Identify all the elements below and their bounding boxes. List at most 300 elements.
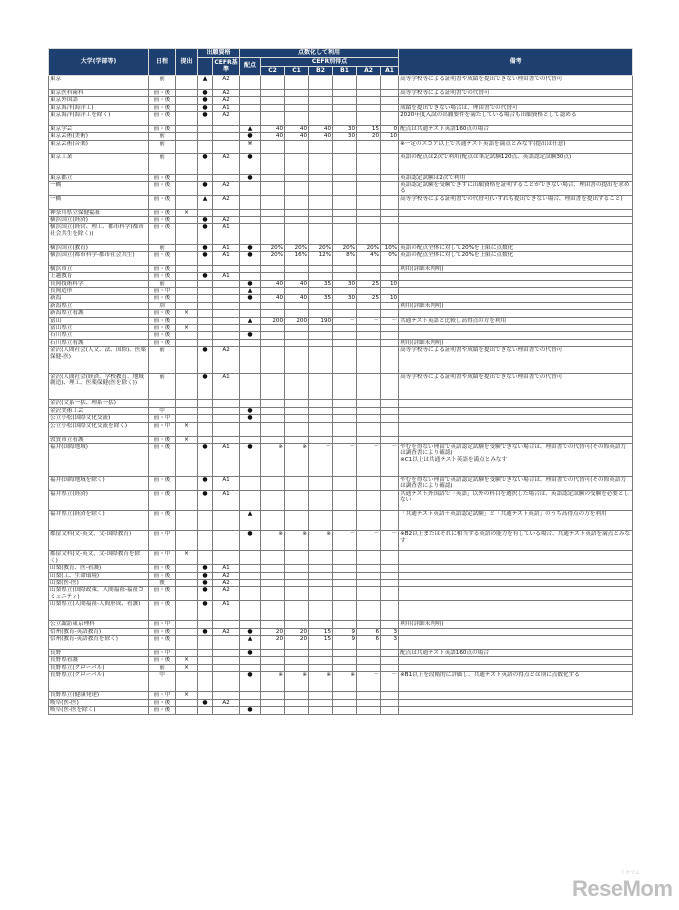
stage-cell: 前 — [149, 347, 176, 374]
score-a1-cell — [381, 76, 399, 90]
points-mark-cell — [240, 195, 261, 209]
eligibility-mark-cell: ▲ — [198, 76, 213, 90]
score-c1-cell: ※ — [285, 443, 309, 476]
notes-cell — [399, 295, 633, 302]
score-b2-cell: 15 — [309, 628, 333, 635]
score-b1-cell — [333, 182, 357, 196]
score-b1-cell — [333, 565, 357, 572]
score-c2-cell: ※ — [261, 672, 285, 692]
university-cell: 新潟 — [49, 295, 149, 302]
university-cell: 東京外国語 — [49, 97, 149, 104]
submit-cell — [176, 154, 198, 174]
stage-cell: 前・中 — [149, 288, 176, 295]
score-c2-cell — [261, 302, 285, 309]
submit-cell — [176, 104, 198, 111]
cefr-standard-cell: A2 — [213, 112, 240, 126]
score-a1-cell — [381, 140, 399, 154]
notes-cell — [399, 310, 633, 317]
header-level-c2: C2 — [261, 67, 285, 76]
score-a2-cell — [357, 510, 381, 530]
eligibility-mark-cell: ● — [198, 217, 213, 224]
stage-cell: 前・後 — [149, 252, 176, 266]
score-a1-cell — [381, 154, 399, 174]
eligibility-mark-cell — [198, 407, 213, 414]
score-b2-cell — [309, 664, 333, 671]
score-c2-cell — [261, 339, 285, 346]
score-c1-cell — [285, 288, 309, 295]
university-cell: 福井(国際地域) — [49, 443, 149, 476]
score-a2-cell — [357, 273, 381, 280]
stage-cell: 前・後 — [149, 657, 176, 664]
score-b1-cell: 30 — [333, 280, 357, 287]
score-c1-cell — [285, 510, 309, 530]
eligibility-mark-cell — [198, 209, 213, 216]
score-a2-cell — [357, 217, 381, 224]
points-mark-cell: ● — [240, 244, 261, 251]
stage-cell: 前・後 — [149, 317, 176, 324]
score-c2-cell — [261, 217, 285, 224]
submit-cell — [176, 621, 198, 628]
score-a1-cell: 10 — [381, 295, 399, 302]
score-b1-cell — [333, 707, 357, 714]
eligibility-mark-cell — [198, 339, 213, 346]
score-a2-cell — [357, 664, 381, 671]
score-a1-cell — [381, 601, 399, 621]
submit-cell — [176, 76, 198, 90]
university-cell: 福井県立(経済を除く) — [49, 510, 149, 530]
score-c2-cell — [261, 97, 285, 104]
score-c1-cell: 16% — [285, 252, 309, 266]
score-a1-cell: 0 — [381, 125, 399, 132]
score-a1-cell — [381, 664, 399, 671]
score-b2-cell — [309, 699, 333, 706]
score-b1-cell: 30 — [333, 295, 357, 302]
notes-cell — [399, 692, 633, 699]
score-b1-cell — [333, 551, 357, 565]
table-row — [49, 325, 633, 332]
score-c1-cell: 20 — [285, 628, 309, 635]
score-c1-cell — [285, 339, 309, 346]
notes-cell: 英語の配点は2次で利用(配点は筆記試験120点、英語認定試験30点) — [399, 154, 633, 174]
notes-cell: 共通テスト外国語で「英語」以外の科目を選択した場合は、英語認定試験の受験を必要としない — [399, 490, 633, 510]
notes-cell: 英語の配点全体に対して20%を上限に点数化 — [399, 252, 633, 266]
eligibility-mark-cell: ● — [198, 273, 213, 280]
notes-cell: 利用(詳細未判明) — [399, 621, 633, 628]
stage-cell: 前 — [149, 280, 176, 287]
score-c2-cell: 40 — [261, 280, 285, 287]
eligibility-mark-cell — [198, 636, 213, 650]
submit-cell — [176, 195, 198, 209]
score-a2-cell: 4% — [357, 252, 381, 266]
score-b1-cell: 9 — [333, 628, 357, 635]
score-a2-cell — [357, 174, 381, 181]
points-mark-cell — [240, 347, 261, 374]
english-test-usage-table — [48, 48, 633, 715]
score-b2-cell — [309, 89, 333, 96]
submit-cell — [176, 280, 198, 287]
header-cefr-standard: CEFR基準 — [213, 58, 240, 76]
score-b1-cell — [333, 572, 357, 579]
notes-cell: 高等学校等による証明書や成績を提出できない理由書での代替可 — [399, 373, 633, 400]
eligibility-mark-cell — [198, 621, 213, 628]
table-row — [49, 195, 633, 209]
score-a1-cell — [381, 310, 399, 317]
table-row — [49, 572, 633, 579]
points-mark-cell: ● — [240, 295, 261, 302]
score-a2-cell — [357, 265, 381, 272]
points-mark-cell — [240, 76, 261, 90]
score-a2-cell — [357, 422, 381, 436]
table-row — [49, 244, 633, 251]
notes-cell: 2020年度入試の出願要件を満たしている場合も出願資格として認める — [399, 112, 633, 126]
score-b2-cell — [309, 415, 333, 422]
score-a1-cell — [381, 373, 399, 400]
score-c1-cell — [285, 422, 309, 436]
score-c2-cell — [261, 422, 285, 436]
university-cell: 金沢(人間社会(人文、法、国際)、医薬保健-医) — [49, 347, 149, 374]
score-a1-cell: － — [381, 317, 399, 324]
resemom-logo: ReseMom — [572, 876, 673, 901]
score-a1-cell — [381, 565, 399, 572]
score-b1-cell — [333, 436, 357, 443]
university-cell: 一橋 — [49, 195, 149, 209]
score-a1-cell — [381, 407, 399, 414]
score-a2-cell — [357, 112, 381, 126]
notes-cell: 利用(詳細未判明) — [399, 302, 633, 309]
score-c2-cell — [261, 551, 285, 565]
score-c1-cell — [285, 310, 309, 317]
stage-cell: 前・後 — [149, 490, 176, 510]
score-a1-cell — [381, 104, 399, 111]
score-b2-cell: ※ — [309, 672, 333, 692]
notes-cell — [399, 400, 633, 407]
eligibility-mark-cell — [198, 280, 213, 287]
cefr-standard-cell — [213, 664, 240, 671]
score-a1-cell — [381, 224, 399, 244]
submit-cell — [176, 217, 198, 224]
score-c2-cell: 200 — [261, 317, 285, 324]
submit-cell: × — [176, 664, 198, 671]
score-a2-cell: 15 — [357, 125, 381, 132]
table-row — [49, 104, 633, 111]
table-row — [49, 265, 633, 272]
score-c1-cell: 40 — [285, 280, 309, 287]
score-c1-cell — [285, 400, 309, 407]
score-a1-cell: 10 — [381, 133, 399, 140]
score-c2-cell — [261, 112, 285, 126]
score-c1-cell — [285, 154, 309, 174]
score-a1-cell — [381, 265, 399, 272]
score-b2-cell: 40 — [309, 125, 333, 132]
score-a1-cell — [381, 649, 399, 656]
score-b2-cell — [309, 565, 333, 572]
eligibility-mark-cell — [198, 174, 213, 181]
university-cell: 東京芸術(美術) — [49, 133, 149, 140]
points-mark-cell: ● — [240, 628, 261, 635]
table-row — [49, 621, 633, 628]
score-c1-cell — [285, 325, 309, 332]
submit-cell — [176, 133, 198, 140]
notes-cell — [399, 224, 633, 244]
score-a2-cell — [357, 288, 381, 295]
submit-cell: × — [176, 436, 198, 443]
score-c1-cell — [285, 140, 309, 154]
score-c1-cell — [285, 664, 309, 671]
university-cell: 神奈川県立保健福祉 — [49, 209, 149, 216]
eligibility-mark-cell — [198, 325, 213, 332]
score-b1-cell: － — [333, 317, 357, 324]
stage-cell: 別 — [149, 302, 176, 309]
score-b2-cell — [309, 436, 333, 443]
eligibility-mark-cell — [198, 531, 213, 551]
cefr-standard-cell: A2 — [213, 182, 240, 196]
score-c1-cell — [285, 174, 309, 181]
score-b2-cell — [309, 601, 333, 621]
stage-cell: 前・後 — [149, 587, 176, 601]
cefr-standard-cell — [213, 265, 240, 272]
score-b2-cell — [309, 273, 333, 280]
score-c2-cell: 40 — [261, 125, 285, 132]
eligibility-mark-cell — [198, 317, 213, 324]
score-a2-cell: 6 — [357, 628, 381, 635]
eligibility-mark-cell: ● — [198, 224, 213, 244]
score-a1-cell — [381, 332, 399, 339]
table-row — [49, 699, 633, 706]
notes-cell — [399, 579, 633, 586]
points-mark-cell: ● — [240, 154, 261, 174]
score-b2-cell — [309, 209, 333, 216]
table-row — [49, 224, 633, 244]
cefr-standard-cell — [213, 133, 240, 140]
score-a1-cell — [381, 400, 399, 407]
eligibility-mark-cell — [198, 332, 213, 339]
university-cell: 横浜市立 — [49, 265, 149, 272]
score-b2-cell — [309, 649, 333, 656]
stage-cell: 前・後 — [149, 628, 176, 635]
cefr-standard-cell: A1 — [213, 224, 240, 244]
score-c1-cell: 40 — [285, 133, 309, 140]
points-mark-cell — [240, 657, 261, 664]
score-c1-cell — [285, 89, 309, 96]
points-mark-cell — [240, 104, 261, 111]
submit-cell — [176, 97, 198, 104]
table-row — [49, 154, 633, 174]
notes-cell — [399, 288, 633, 295]
submit-cell: × — [176, 325, 198, 332]
notes-cell: 「共通テスト英語＋英語認定試験」と「共通テスト英語」のうち高得点の方を利用 — [399, 510, 633, 530]
score-b2-cell — [309, 476, 333, 490]
score-c2-cell — [261, 310, 285, 317]
score-b1-cell — [333, 373, 357, 400]
score-c2-cell — [261, 579, 285, 586]
score-a2-cell — [357, 407, 381, 414]
score-b1-cell — [333, 325, 357, 332]
score-b1-cell — [333, 310, 357, 317]
points-mark-cell — [240, 476, 261, 490]
table-row — [49, 407, 633, 414]
table-row — [49, 295, 633, 302]
cefr-standard-cell — [213, 295, 240, 302]
notes-cell — [399, 273, 633, 280]
eligibility-mark-cell — [198, 310, 213, 317]
table-row — [49, 339, 633, 346]
stage-cell: 前・中 — [149, 422, 176, 436]
score-c1-cell — [285, 572, 309, 579]
score-c2-cell — [261, 265, 285, 272]
university-cell: 山梨(医-医) — [49, 579, 149, 586]
cefr-standard-cell: A2 — [213, 97, 240, 104]
score-c1-cell: ※ — [285, 531, 309, 551]
score-a1-cell — [381, 112, 399, 126]
score-a1-cell: － — [381, 672, 399, 692]
cefr-standard-cell — [213, 422, 240, 436]
score-b2-cell — [309, 325, 333, 332]
score-a1-cell: － — [381, 531, 399, 551]
submit-cell — [176, 89, 198, 96]
score-a2-cell — [357, 140, 381, 154]
submit-cell — [176, 182, 198, 196]
score-b1-cell — [333, 400, 357, 407]
notes-cell — [399, 565, 633, 572]
score-b1-cell — [333, 664, 357, 671]
score-c1-cell — [285, 579, 309, 586]
score-b1-cell — [333, 601, 357, 621]
submit-cell — [176, 579, 198, 586]
score-a2-cell — [357, 154, 381, 174]
stage-cell: 前・中 — [149, 415, 176, 422]
score-c1-cell — [285, 476, 309, 490]
submit-cell — [176, 373, 198, 400]
score-c1-cell — [285, 699, 309, 706]
score-c1-cell — [285, 587, 309, 601]
score-c2-cell — [261, 707, 285, 714]
cefr-standard-cell: A2 — [213, 89, 240, 96]
score-a2-cell — [357, 182, 381, 196]
score-c1-cell — [285, 601, 309, 621]
score-a1-cell — [381, 288, 399, 295]
score-b1-cell — [333, 302, 357, 309]
score-a1-cell — [381, 415, 399, 422]
score-a2-cell — [357, 195, 381, 209]
table-row — [49, 657, 633, 664]
score-c1-cell — [285, 76, 309, 90]
submit-cell — [176, 347, 198, 374]
score-a2-cell — [357, 692, 381, 699]
score-b1-cell: 20% — [333, 244, 357, 251]
cefr-standard-cell: A1 — [213, 373, 240, 400]
stage-cell: 前・後 — [149, 601, 176, 621]
score-a2-cell: 6 — [357, 636, 381, 650]
eligibility-mark-cell: ● — [198, 572, 213, 579]
table-row — [49, 531, 633, 551]
score-b1-cell — [333, 140, 357, 154]
notes-cell: ※B2以上またはそれに相当する英語の能力を有している場合、共通テスト英語を満点とみなす — [399, 531, 633, 551]
table-row — [49, 174, 633, 181]
notes-cell — [399, 707, 633, 714]
notes-cell — [399, 332, 633, 339]
stage-cell: 前 — [149, 133, 176, 140]
table-row — [49, 436, 633, 443]
table-row — [49, 125, 633, 132]
score-b2-cell: 35 — [309, 280, 333, 287]
score-c1-cell — [285, 332, 309, 339]
eligibility-mark-cell: ● — [198, 699, 213, 706]
table-row — [49, 415, 633, 422]
score-a2-cell — [357, 476, 381, 490]
cefr-standard-cell — [213, 407, 240, 414]
points-mark-cell: ● — [240, 280, 261, 287]
submit-cell — [176, 317, 198, 324]
score-c2-cell — [261, 76, 285, 90]
points-mark-cell — [240, 587, 261, 601]
points-mark-cell: ▲ — [240, 317, 261, 324]
score-c2-cell — [261, 436, 285, 443]
score-c1-cell — [285, 265, 309, 272]
score-c1-cell — [285, 217, 309, 224]
score-b1-cell — [333, 510, 357, 530]
score-b1-cell — [333, 579, 357, 586]
score-b1-cell — [333, 104, 357, 111]
score-c1-cell — [285, 415, 309, 422]
notes-cell — [399, 657, 633, 664]
header-level-c1: C1 — [285, 67, 309, 76]
score-a1-cell — [381, 174, 399, 181]
table-row — [49, 112, 633, 126]
notes-cell: 高等学校等による証明書での代替可(いずれも提出できない場合、理由書を提出すること) — [399, 195, 633, 209]
submit-cell — [176, 273, 198, 280]
score-a2-cell — [357, 400, 381, 407]
score-a2-cell — [357, 89, 381, 96]
table-row — [49, 280, 633, 287]
university-cell: 岐阜(医-医を除く) — [49, 707, 149, 714]
score-b1-cell — [333, 288, 357, 295]
score-a2-cell — [357, 347, 381, 374]
score-c1-cell — [285, 692, 309, 699]
submit-cell — [176, 302, 198, 309]
table-row — [49, 400, 633, 407]
university-cell: 山梨県立(国際政策、人間福祉-福祉コミュニティ) — [49, 587, 149, 601]
university-cell: 上越教育 — [49, 273, 149, 280]
university-cell: 都留文科(文-英文、文-国際教育を除く) — [49, 551, 149, 565]
eligibility-mark-cell: ● — [198, 565, 213, 572]
stage-cell: 前・中 — [149, 531, 176, 551]
notes-cell — [399, 280, 633, 287]
university-cell: 山梨(教育、医-看護) — [49, 565, 149, 572]
university-cell: 新潟県立看護 — [49, 310, 149, 317]
score-b2-cell — [309, 265, 333, 272]
eligibility-mark-cell: ● — [198, 154, 213, 174]
university-cell: 金沢美術工芸 — [49, 407, 149, 414]
score-a2-cell: 25 — [357, 295, 381, 302]
university-cell: 福井(国際地域を除く) — [49, 476, 149, 490]
score-b1-cell — [333, 699, 357, 706]
score-b1-cell: 8% — [333, 252, 357, 266]
score-b2-cell — [309, 154, 333, 174]
stage-cell: 前・後 — [149, 325, 176, 332]
points-mark-cell — [240, 265, 261, 272]
score-b2-cell: 15 — [309, 636, 333, 650]
stage-cell: 前・後 — [149, 436, 176, 443]
table-row — [49, 76, 633, 90]
table-row — [49, 209, 633, 216]
university-cell: 金沢(文系一括、理系一括) — [49, 400, 149, 407]
eligibility-mark-cell: ● — [198, 476, 213, 490]
score-a2-cell: 20 — [357, 133, 381, 140]
score-c2-cell — [261, 664, 285, 671]
cefr-standard-cell — [213, 415, 240, 422]
score-c1-cell — [285, 104, 309, 111]
points-mark-cell: ▲ — [240, 636, 261, 650]
